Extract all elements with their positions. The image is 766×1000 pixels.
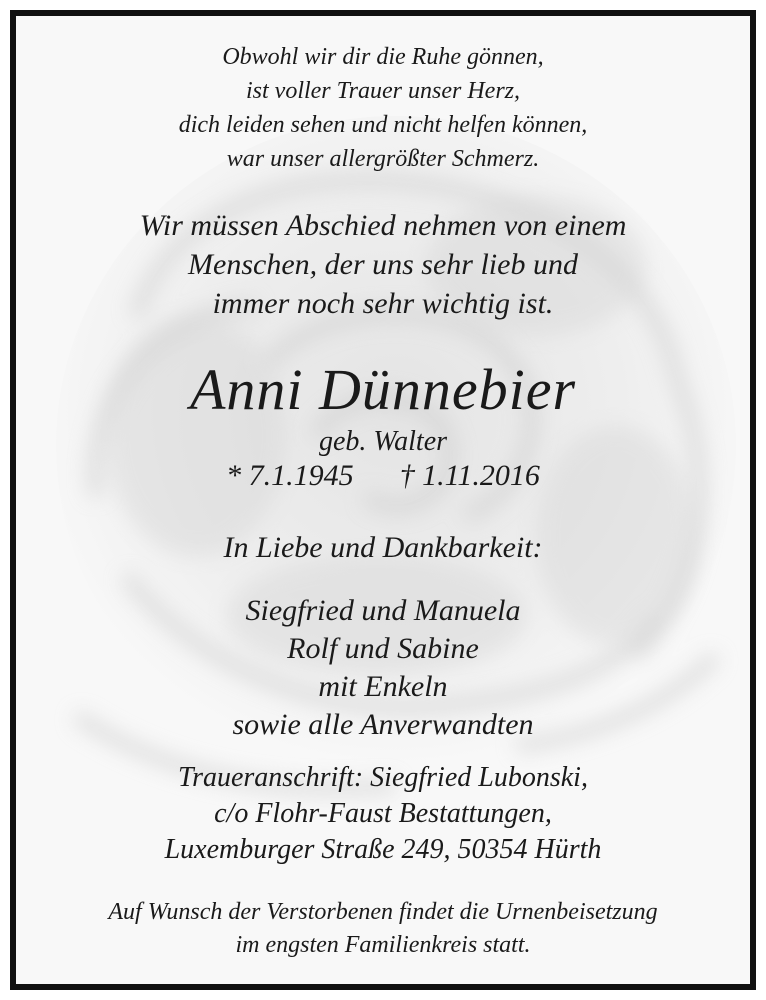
note-line: im engsten Familienkreis statt.	[235, 932, 531, 958]
poem-line: ist voller Trauer unser Herz,	[245, 78, 520, 104]
address-line: c/o Flohr-Faust Bestattungen,	[214, 798, 552, 829]
mourner-line: mit Enkeln	[318, 670, 448, 703]
intro-line: Menschen, der uns sehr lieb und	[188, 248, 578, 281]
poem	[16, 40, 750, 176]
thanks-line: In Liebe und Dankbarkeit:	[223, 531, 543, 564]
mourner-line: sowie alle Anverwandten	[232, 708, 534, 741]
mourner-line: Siegfried und Manuela	[245, 594, 521, 627]
life-dates	[16, 456, 750, 496]
obituary-text	[16, 16, 750, 984]
intro-line: immer noch sehr wichtig ist.	[212, 287, 554, 320]
poem-line: war unser allergrößter Schmerz.	[226, 146, 540, 172]
death-date: † 1.11.2016	[399, 459, 540, 492]
mourners-list	[16, 592, 750, 744]
deceased-name: Anni Dünnebier	[189, 357, 577, 422]
obituary-frame	[10, 10, 756, 990]
address-line: Traueranschrift: Siegfried Lubonski,	[178, 762, 588, 793]
maiden-name: geb. Walter	[318, 426, 448, 457]
intro-text	[16, 206, 750, 323]
intro-line: Wir müssen Abschied nehmen von einem	[139, 209, 627, 242]
birth-date: * 7.1.1945	[226, 459, 354, 492]
mourner-line: Rolf und Sabine	[287, 632, 479, 665]
burial-note	[16, 896, 750, 962]
poem-line: Obwohl wir dir die Ruhe gönnen,	[222, 44, 544, 70]
address-line: Luxemburger Straße 249, 50354 Hürth	[164, 834, 602, 865]
note-line: Auf Wunsch der Verstorbenen findet die Urnenbeisetzung	[108, 899, 658, 925]
condolence-address	[16, 760, 750, 868]
poem-line: dich leiden sehen und nicht helfen können,	[178, 112, 588, 138]
